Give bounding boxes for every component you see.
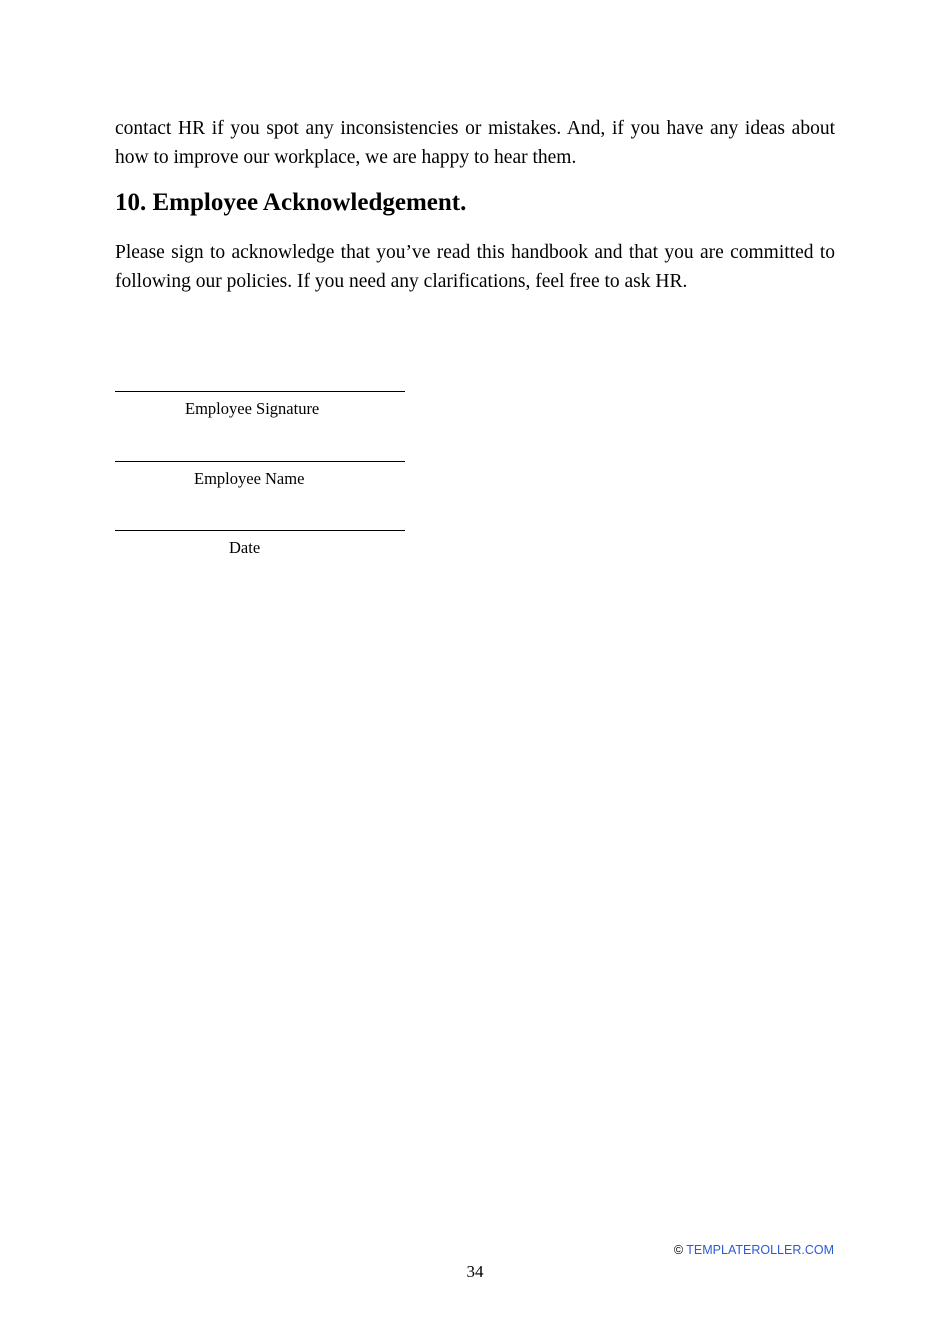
brand-link[interactable]: TEMPLATEROLLER.COM	[686, 1243, 834, 1257]
footer-credit	[674, 1242, 834, 1258]
signature-field-date	[115, 530, 405, 558]
date-label: Date	[229, 538, 261, 557]
name-label: Employee Name	[194, 469, 305, 488]
page-number: 34	[466, 1262, 484, 1281]
acknowledgement-paragraph: Please sign to acknowledge that you’ve read this handbook and that you are committed to following our policies. If you need any clarifications, feel free to ask HR.	[115, 242, 835, 292]
signature-line	[115, 391, 405, 392]
copyright-symbol: ©	[673, 1243, 684, 1257]
name-line	[115, 461, 405, 462]
date-line	[115, 530, 405, 531]
signature-field-employee-name	[115, 461, 405, 489]
intro-paragraph: contact HR if you spot any inconsistencies or mistakes. And, if you have any ideas about how to improve our workplace, we are happy to hear them.	[115, 118, 835, 168]
section-heading: 10. Employee Acknowledgement.	[115, 189, 467, 216]
signature-field-employee-signature	[115, 391, 405, 419]
signature-label: Employee Signature	[185, 399, 320, 418]
